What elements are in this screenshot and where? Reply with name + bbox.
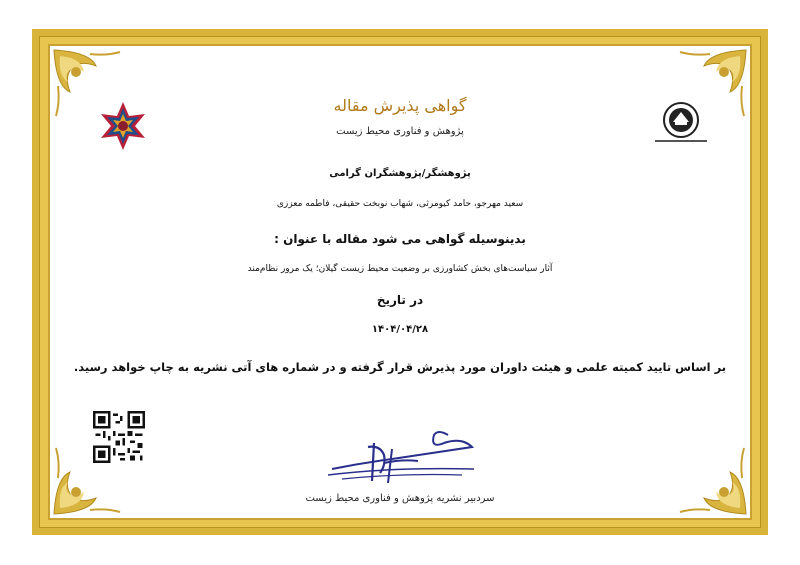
article-title: آثار سیاست‌های بخش کشاورزی بر وضعیت محیط زیست گیلان؛ یک مرور نظام‌مند <box>247 264 553 274</box>
editor-caption: سردبیر نشریه پژوهش و فناوری محیط زیست <box>305 493 495 504</box>
ornament-corner-icon <box>672 440 750 518</box>
qr-code-icon[interactable] <box>93 411 145 463</box>
certificate-title: گواهی پذیرش مقاله <box>333 96 467 115</box>
intro-statement: بدینوسیله گواهی می شود مقاله با عنوان : <box>274 232 526 246</box>
acceptance-statement: بر اساس تایید کمیته علمی و هیئت داوران مورد پذیرش قرار گرفته و در شماره های آتی نشریه به چاپ خواهد رسید. <box>73 360 727 374</box>
acceptance-date: ۱۴۰۴/۰۴/۲۸ <box>371 324 429 335</box>
greeting: پژوهشگر/پژوهشگران گرامی <box>329 168 471 179</box>
author-list: سعید مهرجو، حامد کیومرثی، شهاب نوبخت حقیقی، فاطمه معززی <box>276 199 524 209</box>
journal-name: پژوهش و فناوری محیط زیست <box>336 126 464 137</box>
editor-signature <box>322 425 482 491</box>
date-label: در تاریخ <box>376 293 424 307</box>
